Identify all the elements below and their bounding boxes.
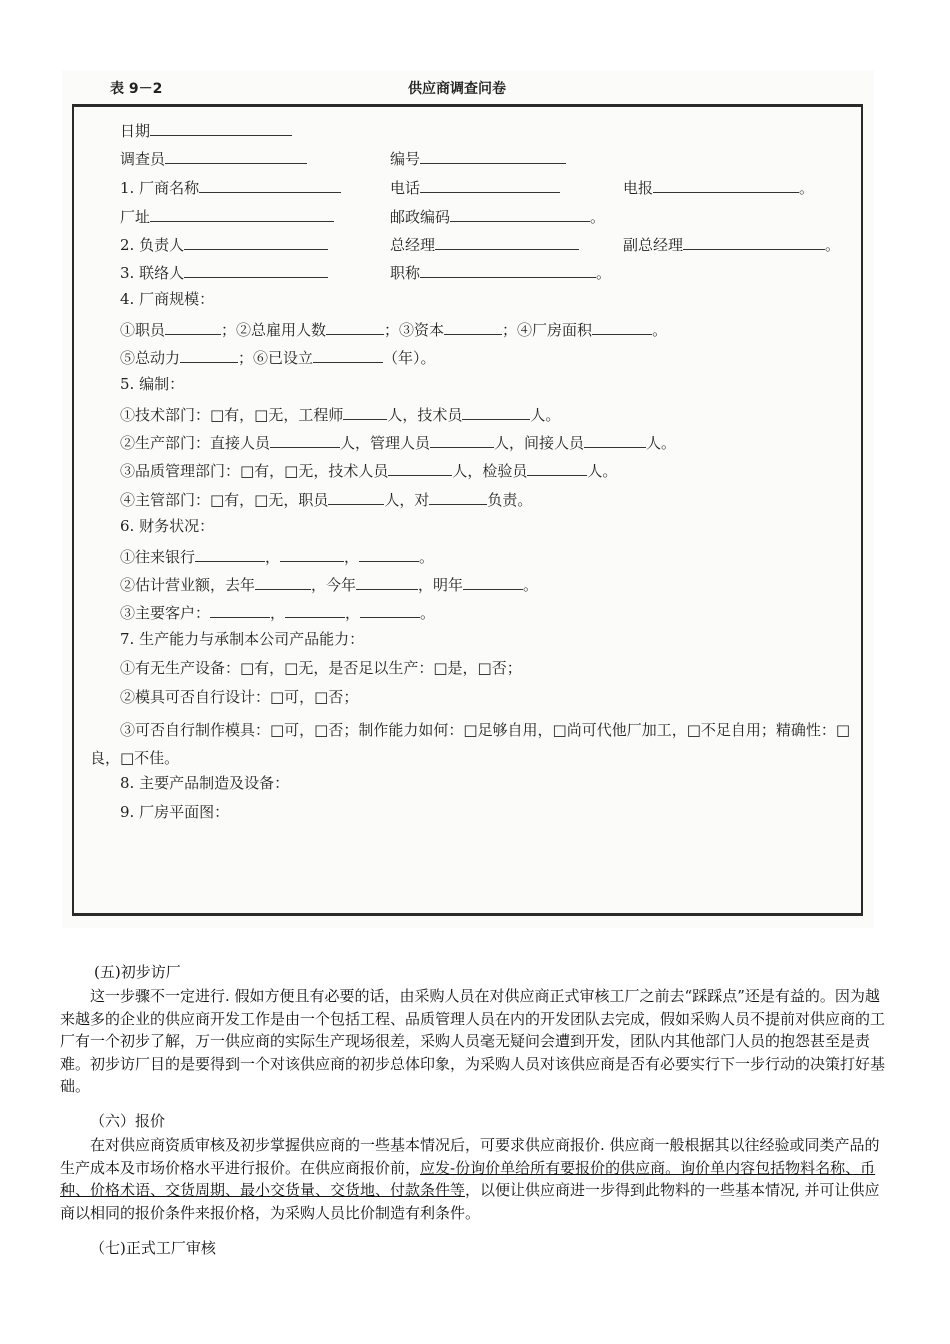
number-field: 编号 [390, 147, 566, 169]
general-manager-field: 总经理 [390, 233, 579, 255]
org-tech-dept: ①技术部门：□有，□无，工程师 人，技术员 人。 [120, 403, 560, 425]
heading-quotation: （六）报价 [90, 1112, 166, 1130]
job-title-field: 职称 。 [390, 261, 611, 283]
scale-line-1: ①职员 ；②总雇用人数 ；③资本 ；④厂房面积 。 [120, 318, 667, 340]
date-field: 日期 [120, 119, 292, 141]
finance-banks: ①往来银行 ， ， 。 [120, 545, 434, 567]
finance-revenue: ②估计营业额，去年 ，今年 ，明年 。 [120, 573, 538, 595]
org-quality-dept: ③品质管理部门：□有，□无，技术人员 人，检验员 人。 [120, 459, 617, 481]
phone-field: 电话 [390, 176, 560, 198]
section-5-heading: 5. 编制： [120, 375, 185, 393]
heading-formal-audit: （七)正式工厂审核 [90, 1239, 216, 1257]
finance-customers: ③主要客户： ， ， 。 [120, 601, 435, 623]
deputy-gm-field: 副总经理 。 [623, 233, 840, 255]
address-field: 厂址 [120, 205, 334, 227]
postcode-field: 邮政编码 。 [390, 205, 605, 227]
section-6-heading: 6. 财务状况： [120, 517, 215, 535]
table-number: 表 9－2 [110, 81, 163, 97]
contact-person-field: 3. 联络人 [120, 261, 328, 283]
section-9-heading: 9. 厂房平面图： [120, 803, 230, 821]
org-production-dept: ②生产部门：直接人员 人，管理人员 人，间接人员 人。 [120, 431, 676, 453]
section-8-heading: 8. 主要产品制造及设备： [120, 774, 290, 792]
heading-initial-visit: (五)初步访厂 [94, 963, 181, 981]
capability-mold-making: ③可否自行制作模具：□可，□否；制作能力如何：□足够自用，□尚可代他厂加工，□不足自用；精确性：□良，□不佳。 [90, 721, 851, 767]
person-in-charge-field: 2. 负责人 [120, 233, 328, 255]
scale-line-2: ⑤总动力 ；⑥已设立 （年）。 [120, 346, 436, 368]
org-admin-dept: ④主管部门：□有，□无，职员 人，对 负责。 [120, 488, 532, 510]
paragraph-quotation: 在对供应商资质审核及初步掌握供应商的一些基本情况后，可要求供应商报价. 供应商一般根据其以往经验或同类产品的生产成本及市场价格水平进行报价。在供应商报价前，应发-份询价单给所有要报价的供应商。询价单内容包括物料名称、币种、价格术语、交货周期、最小交货量、交货地、付款条件等，以便让供应商进一步得到此物料的一些基本情况, 并可让供应商以相同的报价条件来报价格，为采购人员比价制造有利条件。 [60, 1136, 880, 1222]
telegram-field: 电报 。 [623, 176, 814, 198]
paragraph-initial-visit: 这一步骤不一定进行. 假如方便且有必要的话，由采购人员在对供应商正式审核工厂之前去“踩踩点”还是有益的。因为越来越多的企业的供应商开发工作是由一个包括工程、品质管理人员在内的开发团队去完成，假如采购人员不提前对供应商的工厂有一个初步了解，万一供应商的实际生产现场很差，采购人员毫无疑问会遭到开发，团队内其他部门人员的抱怨甚至是责难。初步访厂目的是要得到一个对该供应商的初步总体印象，为采购人员对该供应商是否有必要实行下一步行动的决策打好基础。 [60, 987, 886, 1095]
underlined-rfq-text: 应发-份询价单给所有要报价的供应商。询价单内容包括物料名称、币种、价格术语、交货周期、最小交货量、交货地、付款条件等 [60, 1158, 876, 1199]
capability-equipment: ①有无生产设备：□有，□无，是否足以生产：□是，□否； [120, 659, 522, 677]
section-4-heading: 4. 厂商规模： [120, 290, 215, 308]
vendor-name-field: 1. 厂商名称 [120, 176, 341, 198]
capability-mold-design: ②模具可否自行设计：□可，□否； [120, 688, 359, 706]
table-title: 供应商调查问卷 [408, 81, 506, 97]
section-7-heading: 7. 生产能力与承制本公司产品能力： [120, 630, 365, 648]
surveyor-field: 调查员 [120, 147, 307, 169]
